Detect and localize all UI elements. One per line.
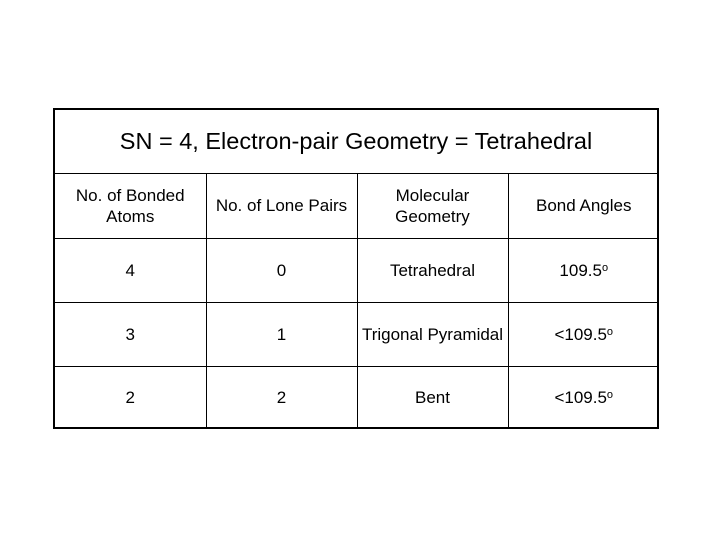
geometry-table [55, 174, 659, 429]
table-row [55, 366, 659, 429]
degree-mark: o [601, 261, 609, 274]
lone-pairs-cell: 1 [206, 302, 357, 366]
bonded-atoms-cell: 4 [55, 238, 206, 302]
header-bond-angles: Bond Angles [508, 174, 659, 238]
bond-angle-cell [508, 238, 659, 302]
geometry-cell: Trigonal Pyramidal [357, 302, 508, 366]
header-lone-pairs: No. of Lone Pairs [206, 174, 357, 238]
table-title: SN = 4, Electron-pair Geometry = Tetrahedral [55, 110, 657, 174]
bond-angle-value: 109.5 [559, 260, 602, 280]
geometry-cell: Tetrahedral [357, 238, 508, 302]
degree-mark: o [606, 325, 614, 338]
header-bonded-atoms: No. of Bonded Atoms [55, 174, 206, 238]
geometry-cell: Bent [357, 366, 508, 429]
bonded-atoms-cell: 3 [55, 302, 206, 366]
bond-angle-value: <109.5 [554, 388, 607, 408]
header-molecular-geometry: Molecular Geometry [357, 174, 508, 238]
lone-pairs-cell: 2 [206, 366, 357, 429]
lone-pairs-cell: 0 [206, 238, 357, 302]
bond-angle-cell [508, 302, 659, 366]
bond-angle-cell [508, 366, 659, 429]
degree-mark: o [606, 389, 614, 402]
table-header-row [55, 174, 659, 238]
bonded-atoms-cell: 2 [55, 366, 206, 429]
table-row [55, 302, 659, 366]
table-row [55, 238, 659, 302]
bond-angle-value: <109.5 [554, 324, 607, 344]
geometry-table-frame [53, 108, 659, 429]
